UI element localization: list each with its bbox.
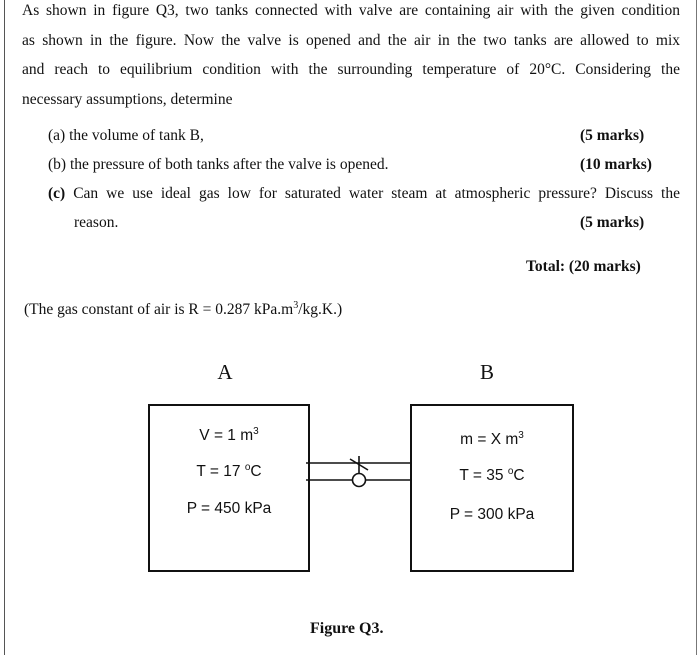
tank-b bbox=[410, 404, 574, 572]
tank-b-mass: m = X $m^3$ bbox=[460, 430, 524, 449]
gas-constant-note: (The gas constant of air is R = 0.287 $kPa.m^3/kg.K$.) bbox=[24, 300, 343, 319]
tank-b-pressure: P = 300 kPa bbox=[449, 506, 535, 523]
intro-line: as shown in the figure. Now the valve is opened and the air in the two tanks are allowed to mix bbox=[22, 31, 680, 49]
pipe-with-valve bbox=[306, 450, 412, 496]
figure-caption: Figure Q3. bbox=[310, 620, 384, 637]
question-c-marks: (5 marks) bbox=[580, 214, 645, 231]
total-marks: Total: (20 marks) bbox=[526, 258, 641, 275]
question-text: the pressure of both tanks after the valve is opened. bbox=[69, 156, 389, 173]
question-label: (a) bbox=[48, 127, 66, 144]
tank-b-label: B bbox=[479, 360, 494, 384]
valve-icon bbox=[350, 456, 368, 487]
question-c bbox=[48, 185, 680, 203]
question-text: Can we use ideal gas low for saturated water steam at atmospheric pressure? Discuss the bbox=[73, 185, 680, 202]
question-c-continuation: reason. bbox=[74, 214, 119, 231]
tank-a-temperature: T = 17 $^o$C bbox=[196, 462, 262, 481]
question-b-marks: (10 marks) bbox=[580, 156, 652, 173]
problem-statement bbox=[22, 0, 680, 114]
tank-a-label: A bbox=[217, 360, 233, 384]
intro-line: As shown in figure Q3, two tanks connected with valve are containing air with the given condition bbox=[22, 2, 680, 19]
tank-a-volume: V = 1 $m^3$ bbox=[199, 426, 259, 445]
page-border-right bbox=[696, 0, 697, 655]
question-b bbox=[48, 156, 388, 174]
question-label: (b) bbox=[48, 156, 67, 173]
tank-b-temperature: T = 35 $^o$C bbox=[459, 466, 525, 485]
intro-line: necessary assumptions, determine bbox=[22, 90, 233, 108]
tank-a bbox=[148, 404, 310, 572]
tank-a-pressure: P = 450 kPa bbox=[186, 500, 272, 517]
intro-line: and reach to equilibrium condition with the surrounding temperature of 20°C. Considering the bbox=[22, 61, 680, 78]
page-border-left bbox=[4, 0, 5, 655]
question-label: (c) bbox=[48, 185, 66, 202]
question-text: the volume of tank B, bbox=[69, 127, 204, 144]
question-a-marks: (5 marks) bbox=[580, 127, 645, 144]
question-a bbox=[48, 127, 204, 145]
